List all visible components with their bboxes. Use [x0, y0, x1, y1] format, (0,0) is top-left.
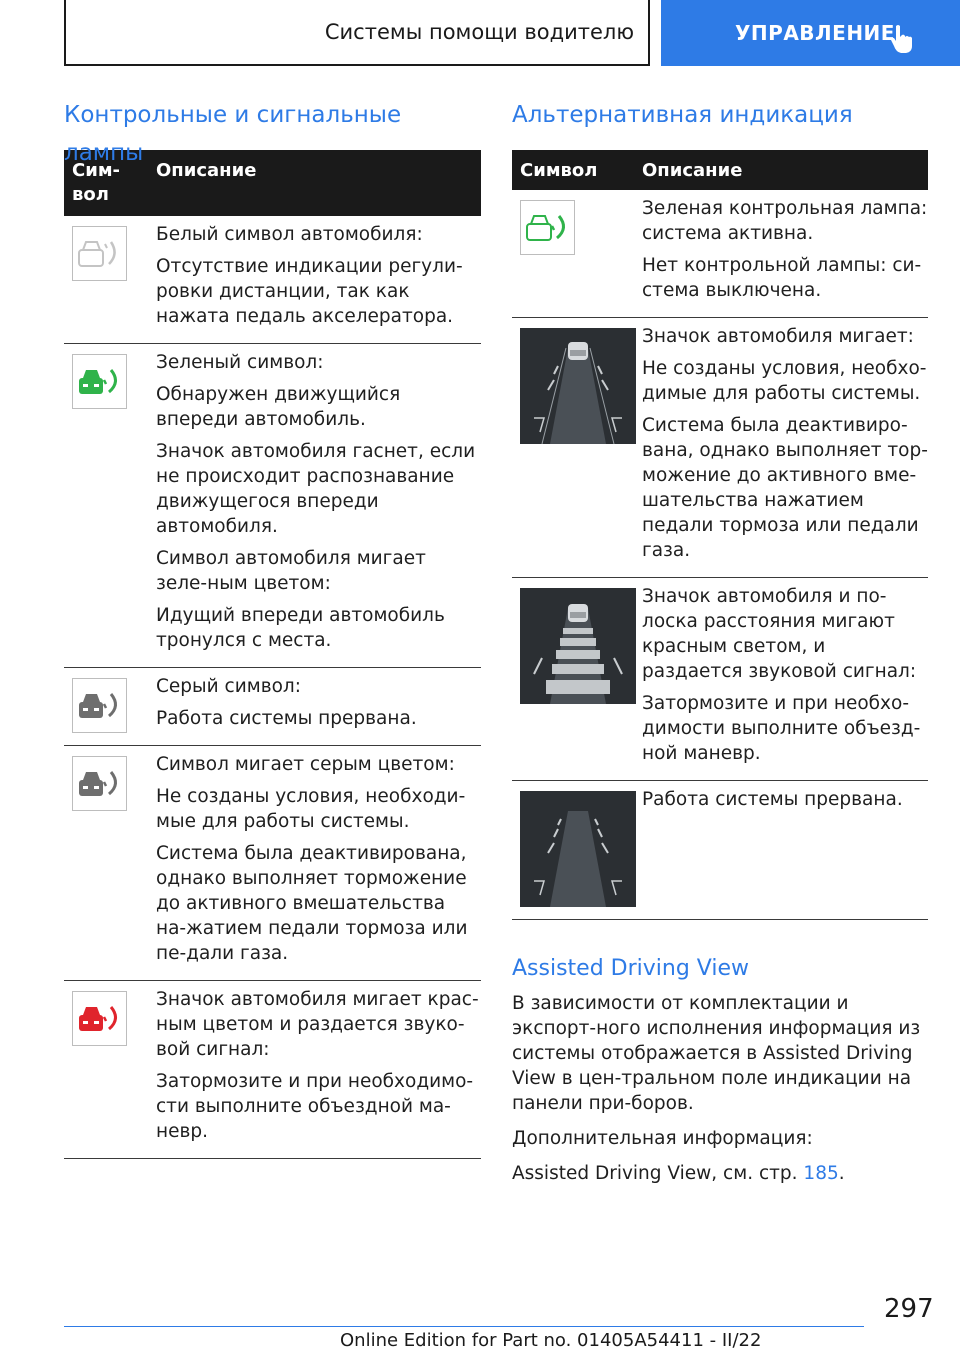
- col-symbol-header: Сим‐ вол: [72, 160, 121, 205]
- col-desc-header: Описание: [156, 160, 257, 181]
- road-car-photo: [520, 328, 636, 444]
- section-title: Альтернативная индикация: [512, 102, 853, 128]
- page-number: 297: [884, 1294, 934, 1324]
- row-text: Не созданы условия, необхо‐димые для работы системы.: [642, 358, 927, 404]
- row-text: Не созданы условия, необходи‐мые для работы системы.: [156, 786, 466, 832]
- row-text: Система была деактивирована, однако выполняет торможение до активного вмешательства на‐жатием педали тормоза или пе‐дали газа.: [156, 843, 468, 964]
- row-text: Значок автомобиля мигает:: [642, 326, 914, 347]
- road-empty-photo: [520, 791, 636, 907]
- table-row: [64, 746, 481, 981]
- table-row: [512, 781, 928, 920]
- row-text: Зеленый символ:: [156, 352, 324, 373]
- cross-reference-end: .: [838, 1163, 845, 1184]
- row-text: Затормозите и при необходимо‐сти выполните объездной ма‐невр.: [156, 1071, 474, 1142]
- footer-edition: Online Edition for Part no. 01405A54411 - II/22: [340, 1330, 762, 1351]
- more-info-label: Дополнительная информация:: [512, 1128, 813, 1149]
- cross-reference-text: Assisted Driving View, см. стр.: [512, 1163, 798, 1184]
- assisted-driving-title: Assisted Driving View: [512, 956, 750, 981]
- row-text: Работа системы прервана.: [156, 708, 417, 729]
- assisted-driving-text: В зависимости от комплектации и экспорт‐ного исполнения информация из системы отображается в Assisted Driving View в цен‐тральном поле индикации на панели при‐боров.: [512, 993, 921, 1114]
- signal-lamps-section: [64, 96, 481, 1159]
- table-row: [512, 318, 928, 578]
- car-outline-green-icon: [520, 200, 575, 255]
- row-text: Отсутствие индикации регули‐ровки дистанции, так как нажата педаль акселератора.: [156, 256, 463, 327]
- row-text: Затормозите и при необхо‐димости выполните объезд‐ной маневр.: [642, 693, 921, 764]
- row-text: Значок автомобиля и по‐лоска расстояния мигают красным светом, и раздается звуковой сигнал:: [642, 586, 917, 682]
- row-text: Значок автомобиля мигает крас‐ным цветом и раздается звуко‐вой сигнал:: [156, 989, 479, 1060]
- row-text: Нет контрольной лампы: си‐стема выключена.: [642, 255, 922, 301]
- footer-divider: [64, 1326, 864, 1327]
- table-row: [64, 344, 481, 668]
- alt-indication-section: [512, 96, 928, 1196]
- table-row: [64, 668, 481, 746]
- row-text: Белый символ автомобиля:: [156, 224, 423, 245]
- table-row: [512, 578, 928, 781]
- row-text: Работа системы прервана.: [642, 789, 903, 810]
- cross-reference: [512, 1161, 928, 1186]
- row-text: Символ автомобиля мигает зеле‐ным цветом:: [156, 548, 426, 594]
- row-text: Зеленая контрольная лампа: система активна.: [642, 198, 928, 244]
- table-row: [64, 216, 481, 344]
- table-row: [512, 190, 928, 318]
- header-chapter-title: УПРАВЛЕНИЕ: [735, 21, 895, 45]
- car-red-icon: [72, 991, 127, 1046]
- table-header: [64, 150, 481, 216]
- road-car-lanes-photo: [520, 588, 636, 704]
- table-row: [64, 981, 481, 1159]
- page-link[interactable]: 185: [803, 1163, 839, 1184]
- header-section: [64, 0, 650, 66]
- row-text: Значок автомобиля гаснет, если не происходит распознавание движущегося впереди автомобиля.: [156, 441, 476, 537]
- row-text: Идущий впереди автомобиль тронулся с места.: [156, 605, 445, 651]
- header-section-title: Системы помощи водителю: [324, 20, 634, 44]
- header-chapter[interactable]: [661, 0, 960, 66]
- col-desc-header: Описание: [642, 160, 743, 181]
- row-text: Символ мигает серым цветом:: [156, 754, 455, 775]
- row-text: Система была деактивиро‐вана, однако выполняет тор‐можение до активного вме‐шательства нажатием педали тормоза или педали газа.: [642, 415, 928, 561]
- car-outline-white-icon: [72, 226, 127, 281]
- row-text: Обнаружен движущийся впереди автомобиль.: [156, 384, 401, 430]
- table-header: [512, 150, 928, 190]
- hand-pointer-icon: [890, 24, 916, 54]
- car-gray-blink-icon: [72, 756, 127, 811]
- car-gray-icon: [72, 678, 127, 733]
- car-green-icon: [72, 354, 127, 409]
- section-title: Контрольные и сигнальные лампы: [64, 102, 402, 166]
- col-symbol-header: Символ: [520, 160, 598, 181]
- row-text: Серый символ:: [156, 676, 301, 697]
